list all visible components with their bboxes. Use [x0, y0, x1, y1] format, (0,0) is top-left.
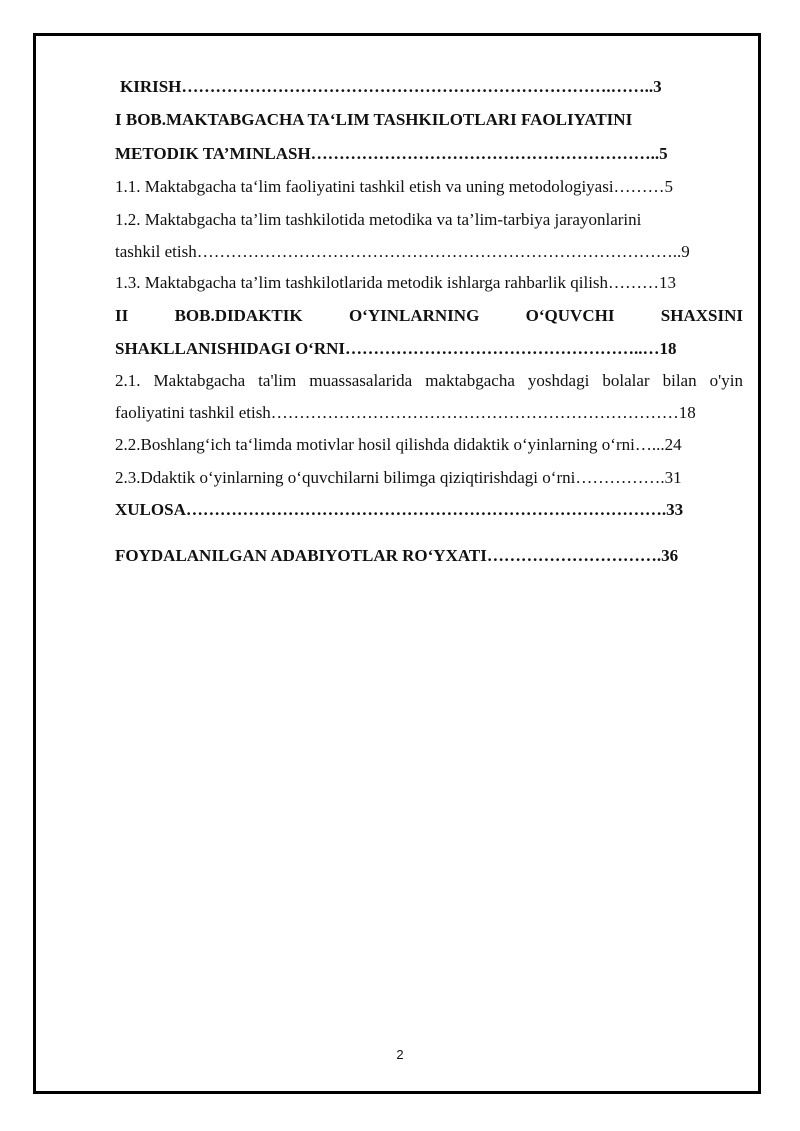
toc-word: O‘QUVCHI [525, 306, 615, 325]
toc-entry-1-3: 1.3. Maktabgacha ta’lim tashkilotlarida metodik ishlarga rahbarlik qilish………13 [115, 273, 677, 292]
toc-word: ta'lim [258, 371, 297, 390]
toc-word: 2.1. [115, 371, 141, 390]
toc-word: II [115, 306, 129, 325]
toc-entry-1-2: 1.2. Maktabgacha ta’lim tashkilotida metodika va ta’lim-tarbiya jarayonlarini [115, 210, 642, 229]
toc-entry-chapter1-title-cont: METODIK TA’MINLASH……………………………………………………..5 [115, 144, 668, 163]
page-number: 2 [396, 1047, 404, 1062]
toc-word: SHAXSINI [660, 306, 743, 325]
toc-entry-2-3: 2.3.Ddaktik o‘yinlarning o‘quvchilarni bilimga qiziqtirishdagi o‘rni…………….31 [115, 468, 682, 487]
toc-entry-1-2-cont: tashkil etish…………………………………………………………………………..9 [115, 242, 690, 261]
toc-word: O‘YINLARNING [348, 306, 480, 325]
toc-entry-2-1 [115, 371, 743, 391]
toc-entry-chapter2-title-cont: SHAKLLANISHIDAGI O‘RNI……………………………………………..…18 [115, 339, 677, 358]
toc-entry-2-2: 2.2.Boshlang‘ich ta‘limda motivlar hosil qilishda didaktik o‘yinlarning o‘rni…...24 [115, 435, 682, 454]
toc-entry-kirish: KIRISH………………………………………………………………….……..3 [120, 77, 662, 96]
toc-word: o'yin [709, 371, 743, 390]
toc-entry-2-1-cont: faoliyatini tashkil etish………………………………………………………………18 [115, 403, 696, 422]
toc-entry-xulosa: XULOSA………………………………………………………………………….33 [115, 500, 684, 519]
toc-entry-1-1: 1.1. Maktabgacha ta‘lim faoliyatini tashkil etish va uning metodologiyasi………5 [115, 177, 674, 196]
toc-word: bilan [662, 371, 697, 390]
toc-word: muassasalarida [309, 371, 413, 390]
toc-word: BOB.DIDAKTIK [174, 306, 303, 325]
toc-entry-chapter1-title: I BOB.MAKTABGACHA TA‘LIM TASHKILOTLARI FAOLIYATINI [115, 110, 633, 129]
toc-word: Maktabgacha [153, 371, 246, 390]
toc-entry-chapter2-title [115, 306, 743, 326]
toc-word: bolalar [602, 371, 650, 390]
toc-entry-adabiyotlar: FOYDALANILGAN ADABIYOTLAR RO‘YXATI………………………….36 [115, 546, 679, 565]
toc-word: maktabgacha [425, 371, 515, 390]
toc-word: yoshdagi [527, 371, 590, 390]
